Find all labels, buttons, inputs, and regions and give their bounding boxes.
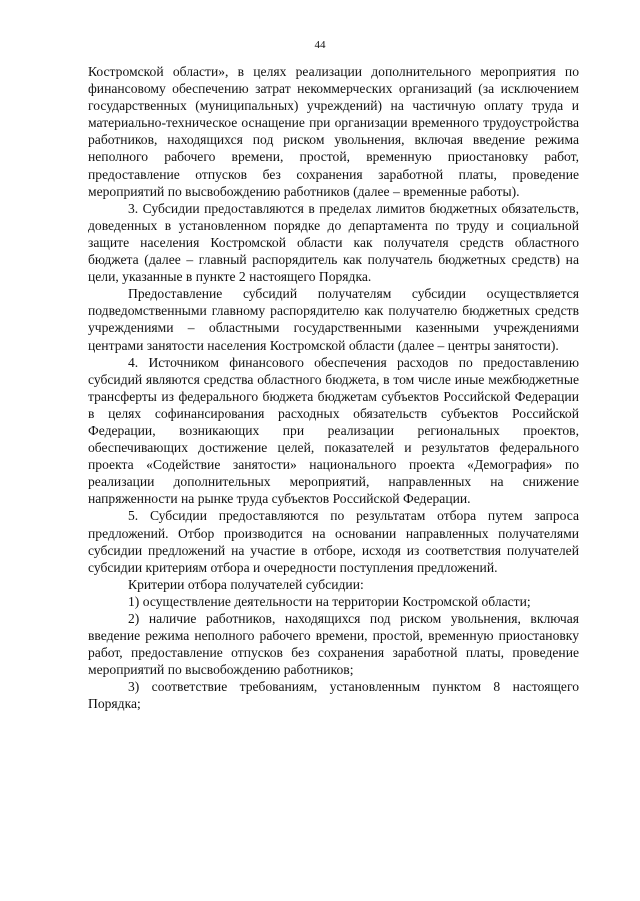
page-number: 44 <box>314 39 326 51</box>
paragraph-provision: Предоставление субсидий получателям субсидии осуществляется подведомственными главному распорядителю как получателю бюджетных средств учреждениями – областными государственными казенными учреждениями центрами занятости населения Костромской области (далее – центры занятости). <box>88 286 579 353</box>
paragraph-continuation: Костромской области», в целях реализации дополнительного мероприятия по финансовому обеспечению затрат некоммерческих организаций (за исключением государственных (муниципальных) учреждений) на частичную оплату труда и материально-техническое оснащение при организации временного трудоустройства работников, находящихся под риском увольнения, включая введение режима неполного рабочего времени, простой, временную приостановку работ, предоставление отпусков без сохранения заработной платы, проведение мероприятий по высвобождению работников (далее – временные работы). <box>88 64 579 199</box>
paragraph-item-3: 3. Субсидии предоставляются в пределах лимитов бюджетных обязательств, доведенных в установленном порядке до департамента по труду и социальной защите населения Костромской области как получателя средств областного бюджета (далее – главный распорядитель как получатель бюджетных средств) на цели, указанные в пункте 2 настоящего Порядка. <box>88 200 579 285</box>
criteria-item-2: 2) наличие работников, находящихся под риском увольнения, включая введение режима неполного рабочего времени, простой, временную приостановку работ, предоставление отпусков без сохранения заработной платы, проведение мероприятий по высвобождению работников; <box>88 611 579 678</box>
document-body <box>88 63 579 713</box>
paragraph-item-4: 4. Источником финансового обеспечения расходов по предоставлению субсидий являются средства областного бюджета, в том числе иные межбюджетные трансферты из федерального бюджета бюджетам субъектов Российской Федерации в целях софинансирования расходных обязательств субъектов Российской Федерации, возникающих при реализации региональных проектов, обеспечивающих достижение целей, показателей и результатов федерального проекта «Содействие занятости» национального проекта «Демография» по реализации дополнительных мероприятий, направленных на снижение напряженности на рынке труда субъектов Российской Федерации. <box>88 354 579 507</box>
paragraph-item-5: 5. Субсидии предоставляются по результатам отбора путем запроса предложений. Отбор производится на основании направленных получателями субсидии предложений на участие в отборе, исходя из соответствия получателей субсидии критериям отбора и очередности поступления предложений. <box>88 508 579 575</box>
criteria-item-3: 3) соответствие требованиям, установленным пунктом 8 настоящего Порядка; <box>88 679 579 712</box>
criteria-item-1: 1) осуществление деятельности на территории Костромской области; <box>128 593 531 609</box>
paragraph-criteria-heading: Критерии отбора получателей субсидии: <box>128 576 364 592</box>
